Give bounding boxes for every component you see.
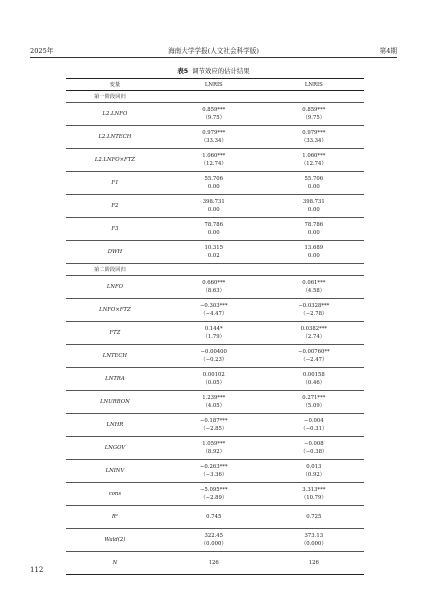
- variable-name: L2.LNFO×FTZ: [66, 149, 164, 172]
- variable-name: F2: [66, 195, 164, 218]
- statistic: （8.92）: [202, 449, 225, 455]
- value-cell-model-1: [164, 552, 264, 575]
- header-rule: [30, 57, 397, 58]
- coefficient: 10.315: [204, 245, 224, 251]
- coefficient: −0.303***: [199, 303, 228, 309]
- table-row: [66, 299, 364, 322]
- variable-name: LNHR: [66, 414, 164, 437]
- coef-cell-model-2: [264, 195, 364, 218]
- statistic: （9.75）: [302, 115, 326, 121]
- value: 0.745: [206, 514, 222, 520]
- coef-cell-model-2: [264, 345, 364, 368]
- stage1-label: 第一阶段回归: [66, 91, 164, 103]
- variable-name: LNURBON: [66, 391, 164, 414]
- coef-cell-model-1: [164, 241, 264, 264]
- table-row: [66, 195, 364, 218]
- statistic: （5.09）: [302, 403, 326, 409]
- header-issue: 第4期: [379, 47, 397, 55]
- coef-cell-model-2: [264, 299, 364, 322]
- n-row: [66, 552, 364, 575]
- table-title: 调节效应的估计结果: [192, 67, 250, 75]
- statistic: 0.00: [307, 230, 320, 236]
- statistic: （4.05）: [202, 403, 225, 409]
- stage2-label: 第二阶段回归: [66, 264, 164, 276]
- coef-cell-model-1: [164, 483, 264, 506]
- coef-cell-model-1: [164, 195, 264, 218]
- coef-cell-model-1: [164, 391, 264, 414]
- statistic: （12.74）: [200, 161, 227, 167]
- statistic: （0.92）: [302, 472, 326, 478]
- coef-cell-model-2: [264, 172, 364, 195]
- coefficient: 398.731: [202, 199, 225, 205]
- statistic: （0.000）: [200, 541, 227, 547]
- statistic: （4.58）: [302, 288, 326, 294]
- statistic: （10.79）: [300, 495, 327, 501]
- variable-name: N: [66, 552, 164, 575]
- coef-cell-model-2: [264, 437, 364, 460]
- coef-cell-model-1: [164, 437, 264, 460]
- coefficient: 1.060***: [302, 153, 326, 159]
- variable-name: LNFO: [66, 276, 164, 299]
- statistic: 0.00: [207, 207, 220, 213]
- table-row: [66, 218, 364, 241]
- statistic: （0.000）: [300, 541, 327, 547]
- coefficient: 0.271***: [302, 395, 326, 401]
- variable-name: LNGOV: [66, 437, 164, 460]
- value: 0.725: [306, 514, 322, 520]
- coef-cell-model-2: [264, 414, 364, 437]
- statistic: （−2.89）: [200, 495, 228, 501]
- statistic: 0.00: [207, 184, 220, 190]
- variable-name: L2.LNFO: [66, 103, 164, 126]
- coef-cell-model-1: [164, 299, 264, 322]
- coefficient: 0.979***: [202, 130, 226, 136]
- page-number: 112: [30, 566, 44, 574]
- variable-name: LNINV: [66, 460, 164, 483]
- table-row: [66, 276, 364, 299]
- value-cell-model-1: [164, 506, 264, 529]
- variable-name: DWH: [66, 241, 164, 264]
- coef-cell-model-1: [164, 414, 264, 437]
- coefficient: 0.0382***: [300, 326, 328, 332]
- variable-name: LNFO×FTZ: [66, 299, 164, 322]
- statistic: （−2.78）: [300, 311, 328, 317]
- value-cell-model-2: [264, 552, 364, 575]
- coefficient: −0.008: [304, 441, 324, 447]
- variable-name: F3: [66, 218, 164, 241]
- coefficient: 0.061***: [302, 280, 326, 286]
- variable-name: F1: [66, 172, 164, 195]
- coefficient: 0.660***: [202, 280, 226, 286]
- table-row: [66, 149, 364, 172]
- coefficient: 55.706: [204, 176, 224, 182]
- statistic: （−3.36）: [200, 472, 228, 478]
- coef-cell-model-2: [264, 149, 364, 172]
- statistic: （−2.85）: [200, 426, 228, 432]
- coef-cell-model-1: [164, 172, 264, 195]
- statistic: （0.46）: [302, 380, 326, 386]
- statistic: 0.02: [207, 253, 220, 259]
- statistic: （12.74）: [300, 161, 327, 167]
- table-caption: [0, 66, 427, 75]
- variable-name: LNTECH: [66, 345, 164, 368]
- table-row: [66, 483, 364, 506]
- statistic: （−2.47）: [300, 357, 328, 363]
- variable-name: R²: [66, 506, 164, 529]
- statistic: 0.00: [307, 184, 320, 190]
- value: 373.13: [304, 533, 324, 539]
- table-row: [66, 437, 364, 460]
- statistic: 0.00: [307, 207, 320, 213]
- value: 322.45: [204, 533, 224, 539]
- statistic: （−0.31）: [300, 426, 328, 432]
- stage1-row: [66, 91, 364, 103]
- coefficient: 55.706: [304, 176, 324, 182]
- statistic: （33.34）: [200, 138, 227, 144]
- r2-row: [66, 506, 364, 529]
- table-row: [66, 460, 364, 483]
- running-header: [30, 45, 397, 57]
- value: 126: [208, 560, 219, 566]
- variable-name: LNTRA: [66, 368, 164, 391]
- coef-cell-model-2: [264, 218, 364, 241]
- statistic: （0.05）: [202, 380, 225, 386]
- table-row: [66, 103, 364, 126]
- coef-cell-model-2: [264, 103, 364, 126]
- table-label: 表5: [177, 67, 189, 75]
- coef-cell-model-1: [164, 322, 264, 345]
- coef-cell-model-2: [264, 241, 364, 264]
- column-header-variable: 变量: [66, 79, 164, 91]
- header-year: 2025年: [30, 47, 54, 55]
- coefficient: −0.00760**: [298, 349, 330, 355]
- value: 126: [308, 560, 319, 566]
- table-row: [66, 126, 364, 149]
- variable-name: L2.LNTECH: [66, 126, 164, 149]
- column-header-model-1: LNRIS: [164, 79, 264, 91]
- coef-cell-model-2: [264, 322, 364, 345]
- value-cell-model-2: [264, 506, 364, 529]
- coefficient: 0.859***: [302, 107, 326, 113]
- variable-name: FTZ: [66, 322, 164, 345]
- table-row: [66, 241, 364, 264]
- coefficient: −0.187***: [199, 418, 228, 424]
- stage2-row: [66, 264, 364, 276]
- coefficient: 78.786: [204, 222, 224, 228]
- statistic: （33.34）: [300, 138, 327, 144]
- table-row: [66, 368, 364, 391]
- coefficient: 1.059***: [202, 441, 226, 447]
- coef-cell-model-1: [164, 368, 264, 391]
- coefficient: 1.060***: [202, 153, 226, 159]
- value-cell-model-2: [264, 529, 364, 552]
- statistic: （−0.23）: [200, 357, 228, 363]
- table-row: [66, 345, 364, 368]
- coef-cell-model-1: [164, 460, 264, 483]
- coefficient: 1.239***: [202, 395, 226, 401]
- coef-cell-model-2: [264, 391, 364, 414]
- column-header-model-2: LNRIS: [264, 79, 364, 91]
- table-header-row: [66, 79, 364, 91]
- statistic: （1.79）: [202, 334, 225, 340]
- statistic: （−0.38）: [300, 449, 328, 455]
- coefficient: 0.00158: [302, 372, 325, 378]
- value-cell-model-1: [164, 529, 264, 552]
- coef-cell-model-1: [164, 218, 264, 241]
- coef-cell-model-1: [164, 103, 264, 126]
- coefficient: −5.095***: [199, 487, 228, 493]
- variable-name: cons: [66, 483, 164, 506]
- coef-cell-model-1: [164, 126, 264, 149]
- table-row: [66, 391, 364, 414]
- coef-cell-model-1: [164, 276, 264, 299]
- coefficient: −0.004: [304, 418, 324, 424]
- coef-cell-model-1: [164, 345, 264, 368]
- coefficient: 0.013: [306, 464, 322, 470]
- coef-cell-model-2: [264, 368, 364, 391]
- coef-cell-model-2: [264, 276, 364, 299]
- coefficient: 0.00102: [202, 372, 225, 378]
- coef-cell-model-2: [264, 460, 364, 483]
- statistic: 0.00: [207, 230, 220, 236]
- wald-row: [66, 529, 364, 552]
- coef-cell-model-1: [164, 149, 264, 172]
- statistic: （2.74）: [302, 334, 326, 340]
- header-journal: 海南大学学报(人文社会科学版): [168, 47, 259, 55]
- coefficient: 0.859***: [202, 107, 226, 113]
- coefficient: 0.144*: [204, 326, 223, 332]
- regression-table: [66, 78, 364, 575]
- coefficient: −0.00400: [200, 349, 227, 355]
- table-row: [66, 172, 364, 195]
- table-row: [66, 322, 364, 345]
- statistic: （9.75）: [202, 115, 225, 121]
- statistic: （8.63）: [202, 288, 225, 294]
- coefficient: 3.313***: [302, 487, 326, 493]
- coefficient: 0.979***: [302, 130, 326, 136]
- coefficient: 398.731: [302, 199, 325, 205]
- coefficient: 13.689: [304, 245, 324, 251]
- statistic: （−4.47）: [200, 311, 228, 317]
- coefficient: −0.0328***: [298, 303, 330, 309]
- coefficient: −0.263***: [199, 464, 228, 470]
- coef-cell-model-2: [264, 126, 364, 149]
- statistic: 0.00: [307, 253, 320, 259]
- variable-name: Wald(2): [66, 529, 164, 552]
- coefficient: 78.786: [304, 222, 324, 228]
- coef-cell-model-2: [264, 483, 364, 506]
- table-row: [66, 414, 364, 437]
